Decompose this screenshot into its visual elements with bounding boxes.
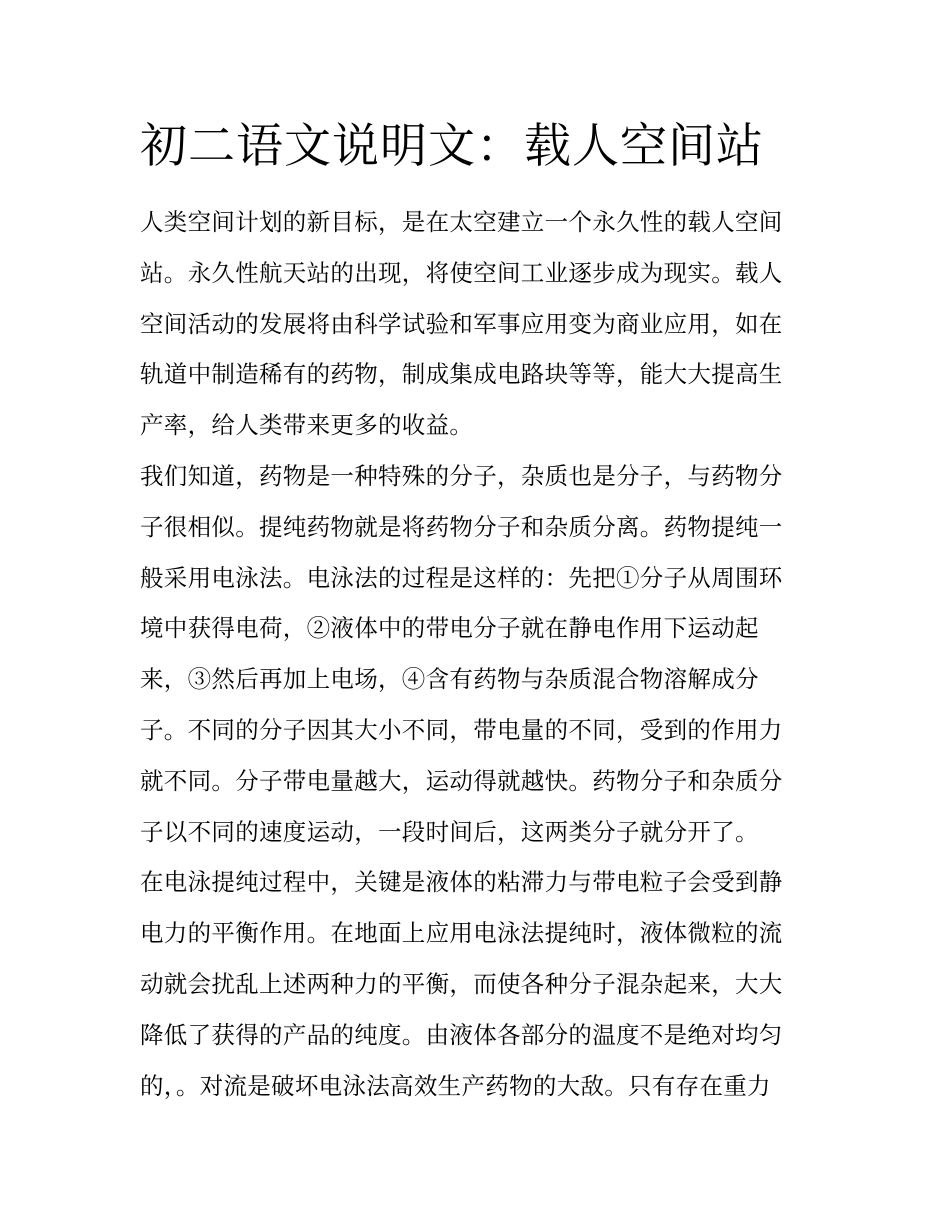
text-line: 子很相似。提纯药物就是将药物分子和杂质分离。药物提纯一: [140, 512, 783, 541]
text-line: 就不同。分子带电量越大，运动得就越快。药物分子和杂质分: [140, 766, 783, 795]
text-line: 产率，给人类带来更多的收益。: [140, 411, 474, 440]
text-line: 降低了获得的产品的纯度。由液体各部分的温度不是绝对均匀: [140, 1020, 783, 1049]
text-line: 境中获得电荷，②液体中的带电分子就在静电作用下运动起: [140, 614, 759, 643]
text-line: 子以不同的速度运动，一段时间后，这两类分子就分开了。: [140, 817, 759, 846]
text-line: 子。不同的分子因其大小不同，带电量的不同，受到的作用力: [140, 715, 783, 744]
text-line: 动就会扰乱上述两种力的平衡，而使各种分子混杂起来，大大: [140, 969, 783, 998]
text-line: 般采用电泳法。电泳法的过程是这样的：先把①分子从周围环: [140, 563, 783, 592]
text-line: 电力的平衡作用。在地面上应用电泳法提纯时，液体微粒的流: [140, 919, 783, 948]
text-line: 空间活动的发展将由科学试验和军事应用变为商业应用，如在: [140, 309, 783, 338]
document-title: 初二语文说明文：载人空间站: [140, 119, 764, 174]
text-line: 的，。对流是破坏电泳法高效生产药物的大敌。只有存在重力: [140, 1071, 771, 1100]
text-line: 来，③然后再加上电场，④含有药物与杂质混合物溶解成分: [140, 665, 759, 694]
text-line: 我们知道，药物是一种特殊的分子，杂质也是分子，与药物分: [140, 461, 783, 490]
text-line: 在电泳提纯过程中，关键是液体的粘滞力与带电粒子会受到静: [140, 868, 783, 897]
text-line: 人类空间计划的新目标，是在太空建立一个永久性的载人空间: [140, 208, 783, 236]
text-line: 站。永久性航天站的出现，将使空间工业逐步成为现实。载人: [140, 258, 783, 287]
text-line: 轨道中制造稀有的药物，制成集成电路块等等，能大大提高生: [140, 360, 783, 389]
document-body: [140, 197, 812, 1111]
